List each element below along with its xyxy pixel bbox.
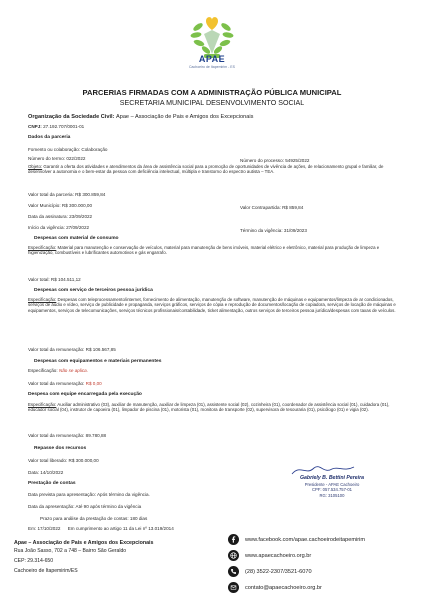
document-title: PARCERIAS FIRMADAS COM A ADMINISTRAÇÃO PÚBLICA MUNICIPAL [82, 88, 342, 97]
processo-line [240, 158, 309, 164]
footer-street: Rua João Sasso, 702 a 748 – Bairro São Geraldo [14, 548, 127, 554]
terceiros-heading: Despesas com serviço de terceiros pessoa jurídica [34, 288, 153, 293]
contact-phone[interactable] [228, 566, 312, 577]
assinatura-label: Data da assinatura: [28, 214, 68, 219]
document-subtitle: SECRETARIA MUNICIPAL DESENVOLVIMENTO SOCIAL [119, 99, 305, 107]
equipe-spec-label: Especificação: [28, 402, 57, 407]
contact-site-text: www.apaecachoeiro.org.br [245, 552, 312, 559]
contas-apresentacao-label: Data da apresentação: [28, 504, 75, 509]
footer-org: Apae – Associação de Pais e Amigos dos Excepcionais [14, 540, 154, 546]
termino-line [240, 228, 307, 234]
processo-value: 54925/2022 [285, 158, 310, 163]
termo-line [28, 156, 85, 162]
footer-city: Cachoeiro de Itapemirim/ES [14, 568, 78, 574]
signature-cpf: CPF: 057.534.757-01 [311, 487, 353, 493]
phone-icon [228, 566, 239, 577]
valor-municipio-line [28, 203, 92, 209]
fomento-label: Fomento ou colaboração: [28, 147, 81, 152]
equipe-spec-text: Auxiliar administrativo (03), auxiliar de manutenção, auxiliar de limpeza (01), assistente social (02), cozinheira (01), coordenador de assistência social (01), cuidadora (01), educador social (04), instrutor de capoeira (01), limpador de piscina (01), motorista (01), monitora de transporte (02), supervisora de tesouraria (01), psicólogo (01) e vigia (02). [28, 402, 390, 413]
equipe-valor-line [28, 433, 106, 439]
contas-em: 17/10/2022 [37, 526, 61, 531]
cnpj-value: 27.192.707/0001-01 [43, 124, 85, 129]
equipamentos-spec-text: Não se aplica. [58, 368, 89, 373]
contas-prevista-label: Data prevista para apresentação: [28, 492, 96, 497]
equipe-spec [28, 402, 398, 413]
repasse-data-label: Data: [28, 470, 39, 475]
signature-name: Gabriely B. Bettini Pereira [299, 475, 364, 481]
contas-prazo: 180 dias [129, 516, 148, 521]
contact-facebook-text: www.facebook.com/apae.cachoeirodeitapemirim [245, 536, 366, 543]
repasse-data-line [28, 470, 63, 476]
valor-total-label: Valor total da parceria: [28, 192, 74, 197]
brand-subtitle: Cachoeiro de Itapemirim - ES [189, 65, 235, 69]
valor-total-line [28, 192, 105, 198]
processo-label: Número do processo: [240, 158, 284, 163]
consumo-spec-text: Material para manutenção e conservação de veículos, material para manutenção de bens imóveis, material elétrico e eletrônico, material para produção de limpeza e higienização, combustíveis e lubrificantes automotivos e gás engarrafo. [28, 245, 380, 256]
parceria-heading: Dados da parceria [28, 135, 71, 140]
consumo-valor: R$ 104.511,12 [50, 277, 81, 282]
assinatura-line [28, 214, 92, 220]
contas-heading: Prestação de contas [28, 481, 76, 486]
contas-em-label: Em: [28, 526, 37, 531]
footer-cep: CEP: 29.314-650 [14, 558, 54, 564]
terceiros-valor-line [28, 347, 116, 353]
consumo-valor-label: Valor total: [28, 277, 50, 282]
equipamentos-valor: R$ 0,00 [85, 381, 102, 386]
org-line [28, 114, 253, 120]
brand-name: APAE [198, 54, 226, 64]
contrapartida-label: Valor Contrapartida: [240, 205, 281, 210]
consumo-spec-label: Especificação: [28, 245, 57, 250]
repasse-valor-label: Valor total liberado: [28, 458, 68, 463]
cnpj-line [28, 124, 84, 130]
footer-address [14, 540, 153, 576]
objeto-label: Objeto: [28, 164, 43, 169]
contas-prevista-line [28, 492, 150, 498]
repasse-data: 14/10/2022 [40, 470, 64, 475]
termino-label: Término da vigência: [240, 228, 283, 233]
terceiros-valor: R$ 106.567,85 [85, 347, 116, 352]
equipamentos-spec [28, 368, 88, 374]
equipamentos-heading: Despesas com equipamentos e materiais permanentes [34, 359, 162, 364]
signature-block [272, 476, 392, 498]
inicio-label: Início da vigência: [28, 225, 65, 230]
org-label: Organização da Sociedade Civil: [28, 114, 115, 120]
repasse-heading: Repasse dos recursos [34, 446, 87, 451]
facebook-icon [228, 534, 239, 545]
repasse-valor: R$ 300.000,00 [68, 458, 99, 463]
valor-municipio-value: R$ 300.000,00 [61, 203, 93, 208]
inicio-line [28, 225, 89, 231]
equipamentos-spec-label: Especificação: [28, 368, 58, 373]
signature-role: Presidente - APAE Cachoeiro [304, 481, 360, 487]
inicio-value: 27/09/2022 [66, 225, 90, 230]
contas-prazo-label: Prazo para análise da prestação de contas: [40, 516, 129, 521]
objeto-paragraph [28, 164, 398, 175]
terceiros-spec [28, 297, 398, 313]
globe-icon [228, 550, 239, 561]
contas-prevista: Após término da vigência. [96, 492, 150, 497]
consumo-heading: Despesas com material de consumo [34, 236, 119, 241]
objeto-text: Garantir a oferta dos atividades e atendimentos da área de assistência social para a promoção de oportunidades de vivência de ações, de relacionamento grupal e familiar, de desenvolver a autonomia e o bem-estar da pessoa com deficiência intelectual, múltipla e transtorno do espectro autista – TEA. [28, 164, 384, 175]
contact-phone-text: (28) 3522-2307/3521-6070 [245, 568, 312, 575]
termo-label: Número do termo: [28, 156, 66, 161]
equipamentos-valor-line [28, 381, 102, 387]
equipamentos-valor-label: Valor total da remuneração: [28, 381, 85, 386]
org-value: Apae – Associação de Pais e Amigos dos Excepcionais [115, 114, 254, 120]
termino-value: 31/09/2023 [283, 228, 307, 233]
valor-municipio-label: Valor Município: [28, 203, 61, 208]
email-icon [228, 582, 239, 593]
fomento-line [28, 147, 107, 153]
terceiros-spec-text: Despesas com teleprocessamento/internet, fornecimento de alimentação, manutenção de software, manutenção de máquinas e equipamentos/limpeza de ar condicionados, serviços de áudio e vídeo, serviço de publicidade e propaganda, serviços gráficos, serviços de cópia e reprodução de documentos/locação de copiadora, serviços de locação de máquinas e equipamentos, serviços de telecomunicações, serviços técnicos profissionais/contabilidade, ticket alimentação, outros serviços de terceiros pessoa jurídica/despesas com taxas de veículos. [28, 297, 396, 313]
fomento-value: Colaboração [81, 147, 108, 152]
contas-apresentacao: Até 90 após término da vigência [75, 504, 142, 509]
equipe-heading: Despesa com equipe encarregada pela execução [28, 392, 142, 397]
contas-apresentacao-line [28, 504, 141, 510]
cnpj-label: CNPJ: [28, 124, 42, 129]
contrapartida-value: R$ 859,84 [282, 205, 304, 210]
contas-prazo-line [40, 516, 147, 522]
contact-site[interactable] [228, 550, 311, 561]
equipe-valor-label: Valor total da remuneração: [28, 433, 85, 438]
contact-facebook[interactable] [228, 534, 365, 545]
consumo-spec [28, 245, 398, 256]
contrapartida-line [240, 205, 303, 211]
contas-lei: Em cumprimento ao artigo 11 da Lei nº 13.019/2014 [67, 526, 174, 531]
contas-em-line [28, 526, 174, 532]
assinatura-value: 23/09/2022 [69, 214, 93, 219]
valor-total-value: R$ 300.859,84 [75, 192, 106, 197]
terceiros-spec-label: Especificação: [28, 297, 57, 302]
signature-rg: RG: 3105100 [319, 492, 345, 498]
repasse-valor-line [28, 458, 99, 464]
consumo-valor-line [28, 277, 81, 283]
contact-email-text: contato@apaecachoeiro.org.br [245, 584, 322, 591]
terceiros-valor-label: Valor total da remuneração: [28, 347, 85, 352]
equipe-valor: 89.780,88 [85, 433, 107, 438]
termo-value: 022/2022 [66, 156, 86, 161]
contact-email[interactable] [228, 582, 322, 593]
